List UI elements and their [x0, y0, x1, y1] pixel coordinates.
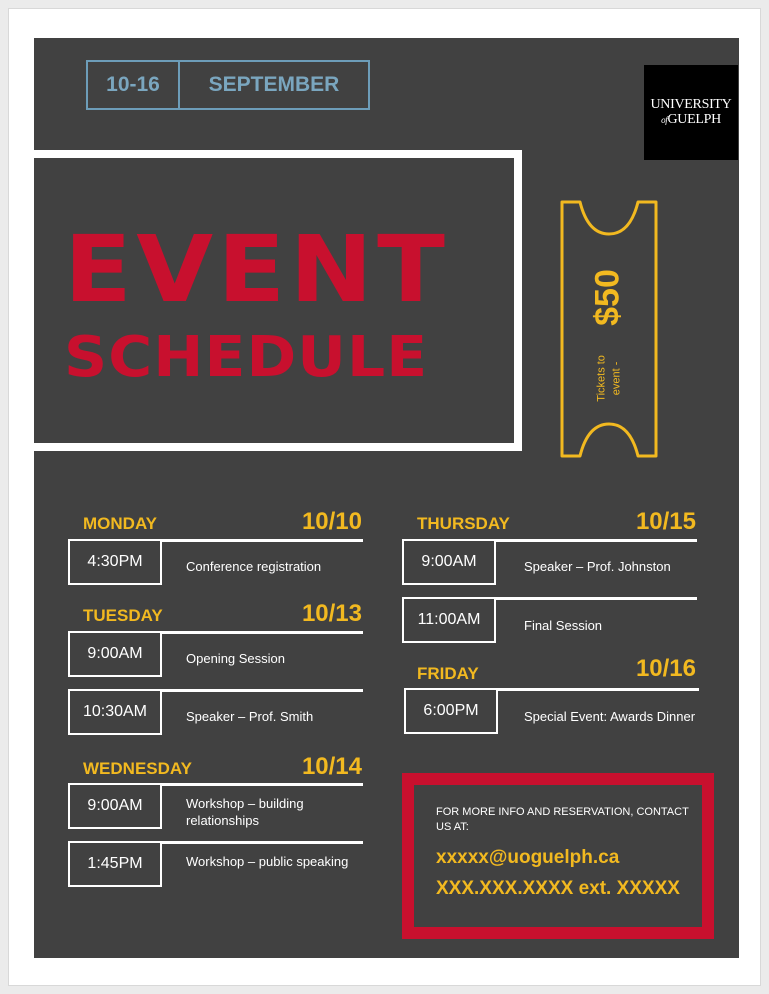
title-schedule: SCHEDULE [64, 325, 429, 390]
ticket-label-line1: Tickets to [595, 355, 608, 402]
day-wednesday: WEDNESDAY [83, 759, 192, 778]
ticket-price: $50 [588, 269, 627, 326]
title-frame [34, 150, 522, 451]
logo-of: of [661, 115, 668, 125]
day-monday: MONDAY [83, 514, 157, 533]
session-description: Workshop – public speaking [186, 854, 349, 869]
ticket-graphic [558, 198, 660, 460]
title-event: EVENT [64, 216, 450, 323]
ticket-label [595, 318, 626, 438]
session-time: 6:00PM [404, 688, 498, 734]
session-description: Speaker – Prof. Smith [186, 709, 314, 724]
session-description: Special Event: Awards Dinner [524, 709, 696, 724]
session-description: Opening Session [186, 651, 286, 666]
session-description: Speaker – Prof. Johnston [524, 559, 671, 574]
date-month: SEPTEMBER [208, 73, 340, 96]
ticket-label-line2: event - [611, 361, 623, 396]
contact-email[interactable]: xxxxx@uoguelph.ca [436, 847, 620, 868]
session-description: Final Session [524, 618, 603, 633]
day-tuesday: TUESDAY [83, 606, 163, 625]
day-thursday: THURSDAY [417, 514, 510, 533]
session-time: 9:00AM [68, 631, 162, 677]
contact-box [402, 773, 714, 939]
logo-line2 [661, 113, 721, 127]
date-banner [86, 60, 370, 110]
date-friday: 10/16 [635, 655, 696, 682]
flyer [34, 38, 739, 958]
date-wednesday: 10/14 [301, 753, 362, 780]
logo-line1: UNIVERSITY [650, 97, 732, 112]
session-time: 9:00AM [68, 783, 162, 829]
contact-phone: XXX.XXX.XXXX ext. XXXXX [436, 878, 680, 899]
session-time: 4:30PM [68, 539, 162, 585]
date-thursday: 10/15 [635, 508, 696, 535]
session-time: 10:30AM [68, 689, 162, 735]
date-range: 10-16 [88, 62, 180, 108]
date-monday: 10/10 [301, 508, 362, 535]
session-description: Conference registration [186, 559, 322, 574]
date-tuesday: 10/13 [301, 600, 362, 627]
session-description: Workshop – building relationships [186, 796, 304, 828]
logo-guelph: GUELPH [667, 112, 721, 127]
day-friday: FRIDAY [417, 664, 479, 683]
session-time: 11:00AM [402, 597, 496, 643]
contact-intro: FOR MORE INFO AND RESERVATION, CONTACT US AT: [436, 806, 689, 833]
session-time: 1:45PM [68, 841, 162, 887]
session-time: 9:00AM [402, 539, 496, 585]
university-logo [644, 65, 738, 160]
